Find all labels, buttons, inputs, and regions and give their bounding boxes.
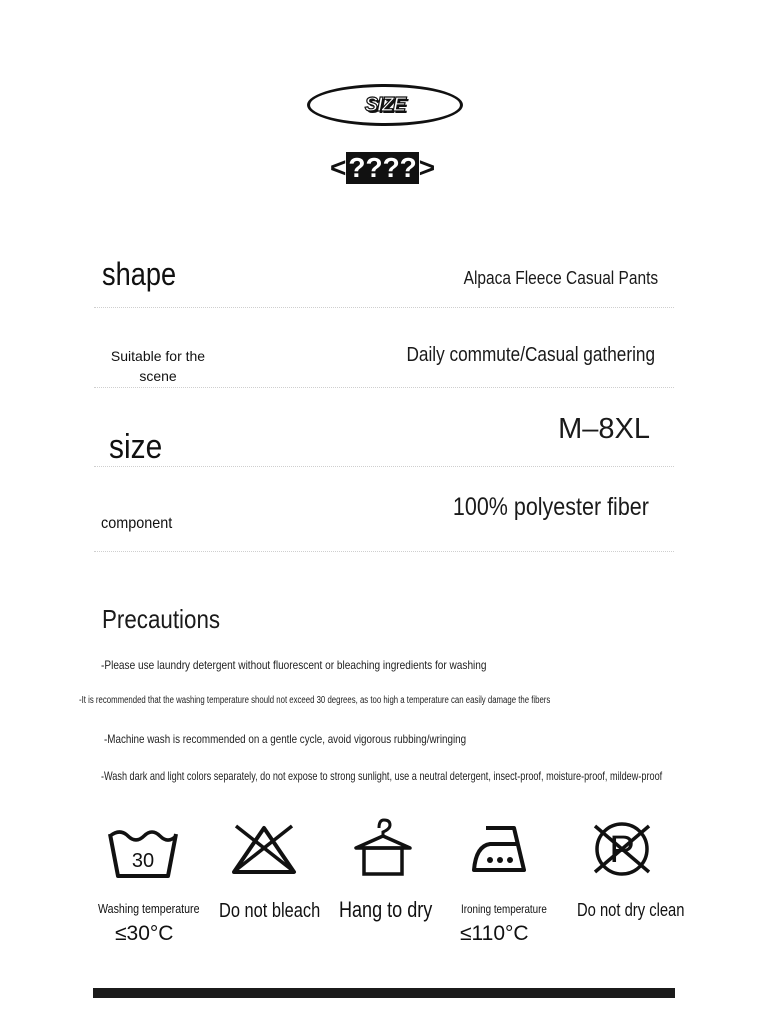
spec-divider <box>94 387 674 388</box>
care-label-bleach: Do not bleach <box>219 900 321 922</box>
care-temp-ironing: ≤110°C <box>460 922 529 945</box>
spec-label-scene: Suitable for the scene <box>110 348 206 384</box>
care-temp-washing: ≤30°C <box>115 922 174 945</box>
spec-label-size: size <box>109 428 163 466</box>
spec-divider <box>94 466 674 467</box>
spec-label-component: component <box>101 515 173 532</box>
hang-dry-icon <box>352 816 414 878</box>
spec-value-scene: Daily commute/Casual gathering <box>406 344 655 366</box>
wash-tub-number: 30 <box>131 850 155 872</box>
wash-tub-icon <box>104 826 182 880</box>
no-bleach-icon <box>230 822 298 878</box>
care-label-hang: Hang to dry <box>339 897 433 922</box>
precaution-item: -Wash dark and light colors separately, do not expose to strong sunlight, use a neutral detergent, insect-proof, moisture-proof, mildew-proof <box>101 769 663 783</box>
subtitle-right-bracket: > <box>418 152 436 183</box>
subtitle-left-bracket: < <box>330 152 347 183</box>
subtitle-box: ???? <box>348 152 417 183</box>
iron-icon <box>470 822 532 876</box>
spec-value-size: M–8XL <box>558 413 650 445</box>
precaution-item: -Machine wash is recommended on a gentle cycle, avoid vigorous rubbing/wringing <box>104 732 467 746</box>
spec-divider <box>94 551 674 552</box>
precaution-item: -It is recommended that the washing temperature should not exceed 30 degrees, as too high a temperature can easily damage the fibers <box>79 695 551 706</box>
bottom-bar <box>93 988 675 998</box>
spec-divider <box>94 307 674 308</box>
spec-value-component: 100% polyester fiber <box>453 493 649 521</box>
care-label-washing: Washing temperature <box>98 901 200 916</box>
precautions-title: Precautions <box>102 604 221 634</box>
spec-value-shape: Alpaca Fleece Casual Pants <box>463 268 658 288</box>
care-label-dry-clean: Do not dry clean <box>577 900 685 920</box>
no-dry-clean-icon <box>589 820 655 878</box>
spec-label-shape: shape <box>102 256 177 292</box>
care-label-ironing: Ironing temperature <box>461 902 547 916</box>
size-badge-text: SIZE <box>364 93 406 116</box>
subtitle <box>330 152 435 184</box>
precaution-item: -Please use laundry detergent without fluorescent or bleaching ingredients for washing <box>101 658 487 672</box>
size-badge <box>307 84 463 126</box>
no-dry-clean-letter: P <box>609 829 635 871</box>
